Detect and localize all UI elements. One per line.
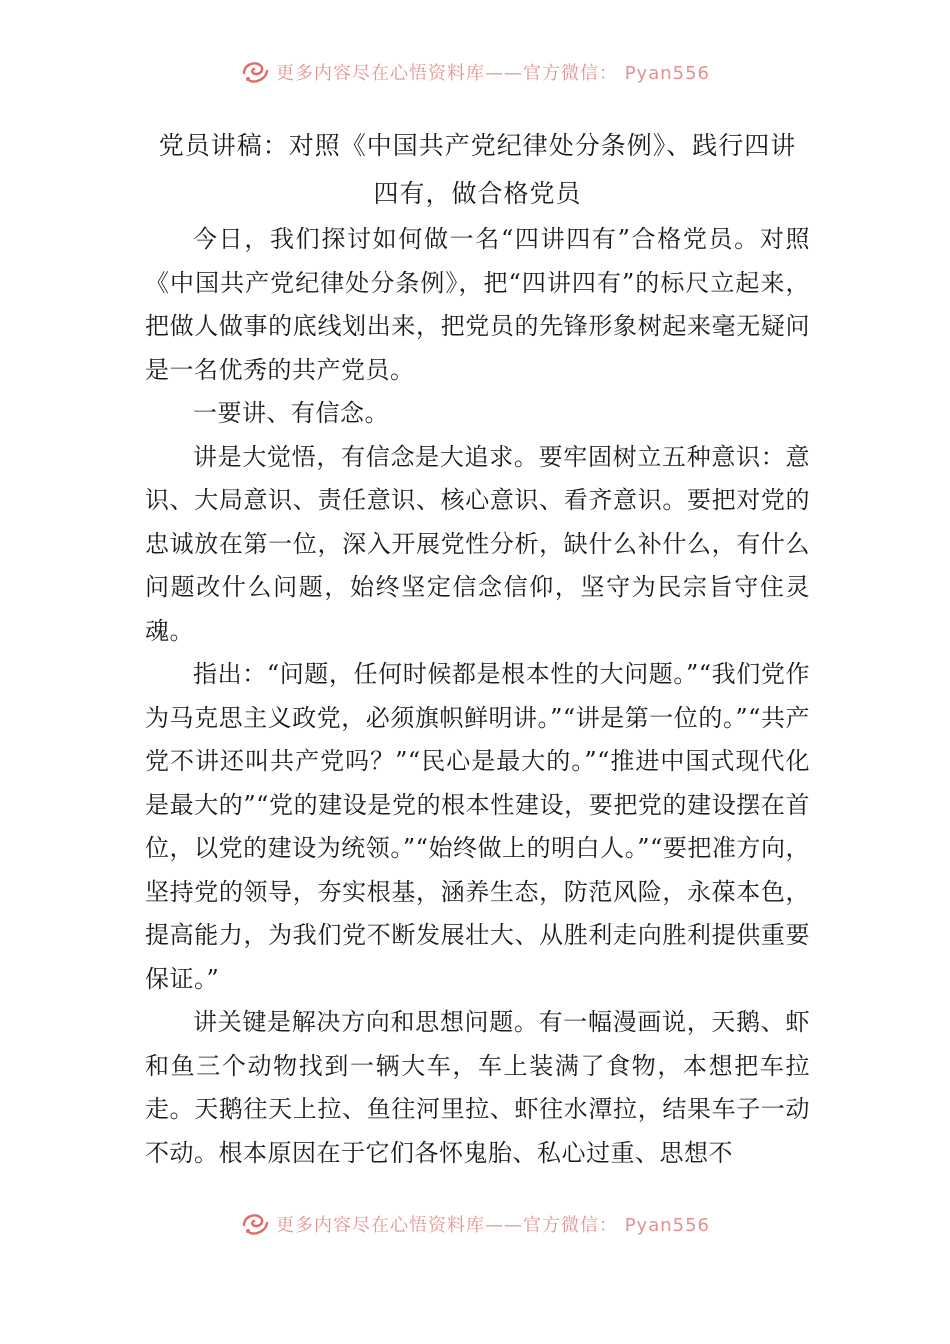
title-line-1: 党员讲稿：对照《中国共产党纪律处分条例》、践行四讲 bbox=[158, 131, 797, 160]
red-swirl-logo-icon bbox=[240, 59, 270, 85]
paragraph-intro: 今日，我们探讨如何做一名“四讲四有”合格党员。对照《中国共产党纪律处分条例》，把“四讲四有”的标尺立起来，把做人做事的底线划出来，把党员的先锋形象树起来毫无疑问是一名优秀的共产党员。 bbox=[145, 225, 810, 384]
paragraph-story: 讲关键是解决方向和思想问题。有一幅漫画说，天鹅、虾和鱼三个动物找到一辆大车，车上装满了食物，本想把车拉走。天鹅往天上拉、鱼往河里拉、虾往水潭拉，结果车子一动不动。根本原因在于它们各怀鬼胎、私心过重、思想不 bbox=[145, 1008, 810, 1167]
red-swirl-logo-icon bbox=[240, 1211, 270, 1237]
section-heading: 一要讲、有信念。 bbox=[193, 399, 389, 427]
document-body bbox=[145, 122, 810, 1175]
title-line-2: 四有，做合格党员 bbox=[373, 179, 582, 208]
watermark-header bbox=[0, 52, 950, 92]
watermark-footer bbox=[0, 1204, 950, 1244]
watermark-text: 更多内容尽在心悟资料库——官方微信： Pyan556 bbox=[275, 1215, 711, 1236]
paragraph-quotes: 指出：“问题，任何时候都是根本性的大问题。”“我们党作为马克思主义政党，必须旗帜鲜明讲。”“讲是第一位的。”“共产党不讲还叫共产党吗？”“民心是最大的。”“推进中国式现代化是最大的”“党的建设是党的根本性建设，要把党的建设摆在首位，以党的建设为统领。”“始终做上的明白人。”“要把准方向，坚持党的领导，夯实根基，涵养生态，防范风险，永葆本色，提高能力，为我们党不断发展壮大、从胜利走向胜利提供重要保证。” bbox=[145, 660, 810, 993]
watermark-text: 更多内容尽在心悟资料库——官方微信： Pyan556 bbox=[275, 63, 711, 84]
paragraph: 讲是大觉悟，有信念是大追求。要牢固树立五种意识：意识、大局意识、责任意识、核心意识、看齐意识。要把对党的忠诚放在第一位，深入开展党性分析，缺什么补什么，有什么问题改什么问题，始终坚定信念信仰，坚守为民宗旨守住灵魂。 bbox=[145, 442, 810, 645]
document-title bbox=[145, 122, 810, 218]
